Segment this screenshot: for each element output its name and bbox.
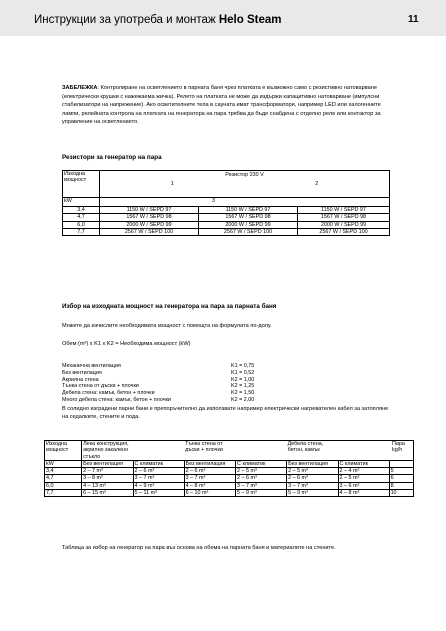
table-cell: 2000 W / SEPD 99: [100, 221, 199, 228]
table-cell: 2 – 5 m³: [287, 468, 338, 475]
list-item: [62, 370, 262, 377]
table-cell: 3,4: [63, 207, 100, 214]
resistor-num-3: 3: [212, 198, 215, 204]
resistor-nums-row1: [100, 180, 389, 189]
table-row: [63, 228, 390, 235]
resistor-table: [62, 170, 390, 236]
header-with-ac: С климатик: [236, 460, 287, 467]
selection-intro: Можете да изчислите необходимата мощност с помощта на формулата по-долу.: [62, 323, 272, 329]
capacity-table: [44, 440, 414, 497]
table-cell: 1150 W / SEPD 97: [298, 207, 390, 214]
table-cell: 1150 W / SEPD 97: [100, 207, 199, 214]
page-header: [0, 0, 446, 36]
table-row: [45, 468, 414, 475]
table-cell: 2000 W / SEPD 99: [199, 221, 298, 228]
factor-value: K2 = 1,00: [231, 376, 255, 383]
table-cell: 2 – 6 m³: [236, 475, 287, 482]
page-number: 11: [408, 14, 419, 25]
header-thick: [287, 441, 390, 461]
header-no-vent: Без вентилация: [287, 460, 338, 467]
table-cell: 1567 W / SEPD 98: [100, 214, 199, 221]
header-steam: [389, 441, 413, 461]
header-kw: kW: [45, 460, 82, 467]
table-cell: 4,7: [45, 475, 82, 482]
factor-label: Тънка стена от дъски + плочки: [62, 383, 139, 390]
factor-label: Без вентилация: [62, 369, 102, 376]
table-cell: 2 – 4 m³: [338, 468, 389, 475]
table-cell: 3 – 7 m³: [133, 475, 184, 482]
header-power: Изходна мощност: [45, 441, 82, 461]
table-cell: 2567 W / SEPD 100: [298, 228, 390, 235]
note-text: : Контролиране на осветлението в парната баня чрез платката е възможно само с резистивно натоварване (електрически крушки с нажежаема жичка). Релето на платката не може да издържи капацитивно натоварване (импулсни стабилизатори на напрежение). Ако осветителните тела в сауната имат трансформатори, например LED или халогенните лампи, релейната контрола на платката на генератора на пара трябва да бъде снабдена с отделно реле или контактор за управление на осветлението.: [62, 85, 381, 126]
table-row: [63, 207, 390, 214]
selection-formula: Обем (m³) x K1 x K2 = Необходима мощност (kW): [62, 341, 191, 347]
note-label: ЗАБЕЛЕЖКА: [62, 85, 98, 91]
resistor-header-cell: [100, 171, 390, 198]
table-cell: 3 – 7 m³: [184, 475, 235, 482]
resistors-heading: Резистори за генератор на пара: [62, 154, 162, 161]
factor-value: K1 = 0,75: [231, 363, 255, 369]
table-row: [45, 490, 414, 497]
table-row: [45, 475, 414, 482]
factor-value: K2 = 1,50: [231, 390, 255, 397]
header-thin: [184, 441, 287, 461]
table-cell: 6 – 15 m³: [82, 490, 133, 497]
table-cell: 2 – 6 m³: [133, 468, 184, 475]
table-cell: 10: [389, 490, 413, 497]
table-cell: 5: [389, 468, 413, 475]
header-empty: [389, 460, 413, 467]
table-cell: 3 – 7 m³: [236, 482, 287, 489]
list-item: [62, 383, 262, 390]
factor-label: Акрилна стена: [62, 376, 99, 383]
list-item: [62, 397, 262, 404]
table-cell: 1567 W / SEPD 98: [199, 214, 298, 221]
table-cell: 5 – 9 m³: [236, 490, 287, 497]
table-header-row: [63, 198, 390, 207]
header-no-vent: Без вентилация: [184, 460, 235, 467]
table-cell: 3 – 7 m³: [287, 482, 338, 489]
header-with-ac: С климатик: [133, 460, 184, 467]
table-cell: 4 – 13 m³: [82, 482, 133, 489]
list-item: [62, 377, 262, 384]
table-cell: 3 – 8 m³: [82, 475, 133, 482]
table-cell: 4 – 8 m³: [184, 482, 235, 489]
table-cell: 6 – 10 m³: [184, 490, 235, 497]
list-item: [62, 390, 262, 397]
table-cell: 5 – 9 m³: [287, 490, 338, 497]
factor-value: K1 = 0,52: [231, 369, 255, 376]
table-row: [45, 482, 414, 489]
resistor-nums-row2: [100, 198, 390, 207]
table-cell: 2567 W / SEPD 100: [100, 228, 199, 235]
table-header-row: [63, 171, 390, 198]
table-caption: Таблица за избор на генератор на пара въз основа на обема на парната баня и материалите на стените.: [62, 545, 336, 551]
table-header-row: [45, 460, 414, 467]
note-paragraph: [62, 84, 392, 127]
table-cell: 2 – 6 m³: [287, 475, 338, 482]
resistor-num-2: 2: [315, 181, 319, 187]
table-cell: 6,0: [63, 221, 100, 228]
header-light: [82, 441, 185, 461]
factor-value: K2 = 1,25: [231, 383, 255, 390]
factor-label: Много дебела стена: камък, бетон + плочки: [62, 396, 171, 403]
factor-label: Дебела стена: камък, бетон + плочки: [62, 390, 155, 397]
header-with-ac: С климатик: [338, 460, 389, 467]
header-thick-text: Дебела стена, бетон, камък: [287, 441, 324, 454]
title-bold: Helo Steam: [218, 14, 282, 26]
factor-list: [62, 363, 262, 404]
table-row: [63, 214, 390, 221]
header-power: Изходна мощност: [63, 171, 100, 198]
header-no-vent: Без вентилация: [82, 460, 133, 467]
resistor-header: Резистор 230 V: [225, 172, 264, 178]
table-cell: 4 – 9 m³: [133, 482, 184, 489]
header-thin-text: Тънка стена от дъски + плочки: [185, 441, 223, 454]
table-cell: 5 – 11 m³: [133, 490, 184, 497]
table-cell: 1567 W / SEPD 98: [298, 214, 390, 221]
table-cell: 7,7: [63, 228, 100, 235]
table-cell: 3,4: [45, 468, 82, 475]
table-header-row: [45, 441, 414, 461]
selection-heading: Избор на изходната мощност на генератора на пара за парната баня: [62, 303, 277, 310]
header-light-text: Лека конструкция, акрилно закалено стъкло: [83, 441, 129, 460]
factor-label: Механична вентилация: [62, 363, 121, 369]
header-kw: kW: [63, 198, 100, 207]
table-cell: 3 – 6 m³: [338, 482, 389, 489]
table-cell: 4,7: [63, 214, 100, 221]
table-row: [63, 221, 390, 228]
table-cell: 2 – 5 m³: [338, 475, 389, 482]
factor-value: K2 = 2,00: [231, 396, 255, 403]
table-cell: 8: [389, 482, 413, 489]
table-cell: 2 – 6 m³: [184, 468, 235, 475]
page-title: [34, 14, 281, 26]
title-regular: Инструкции за употреба и монтаж: [34, 14, 216, 26]
table-cell: 2 – 7 m³: [82, 468, 133, 475]
list-item: [62, 363, 262, 370]
table-cell: 1150 W / SEPD 97: [199, 207, 298, 214]
table-cell: 6: [389, 475, 413, 482]
table-cell: 7,7: [45, 490, 82, 497]
table-cell: 6,0: [45, 482, 82, 489]
table-cell: 2 – 5 m³: [236, 468, 287, 475]
header-steam-text: Пара kg/h: [392, 441, 405, 454]
resistor-num-1: 1: [170, 181, 174, 187]
table-cell: 2567 W / SEPD 100: [199, 228, 298, 235]
table-cell: 4 – 8 m³: [338, 490, 389, 497]
table-cell: 2000 W / SEPD 99: [298, 221, 390, 228]
advice-paragraph: В солидно изградени парни бани е препоръчително да използвате например електрически нагревателен кабел за затопляне на седалките, стените и пода.: [62, 406, 389, 420]
